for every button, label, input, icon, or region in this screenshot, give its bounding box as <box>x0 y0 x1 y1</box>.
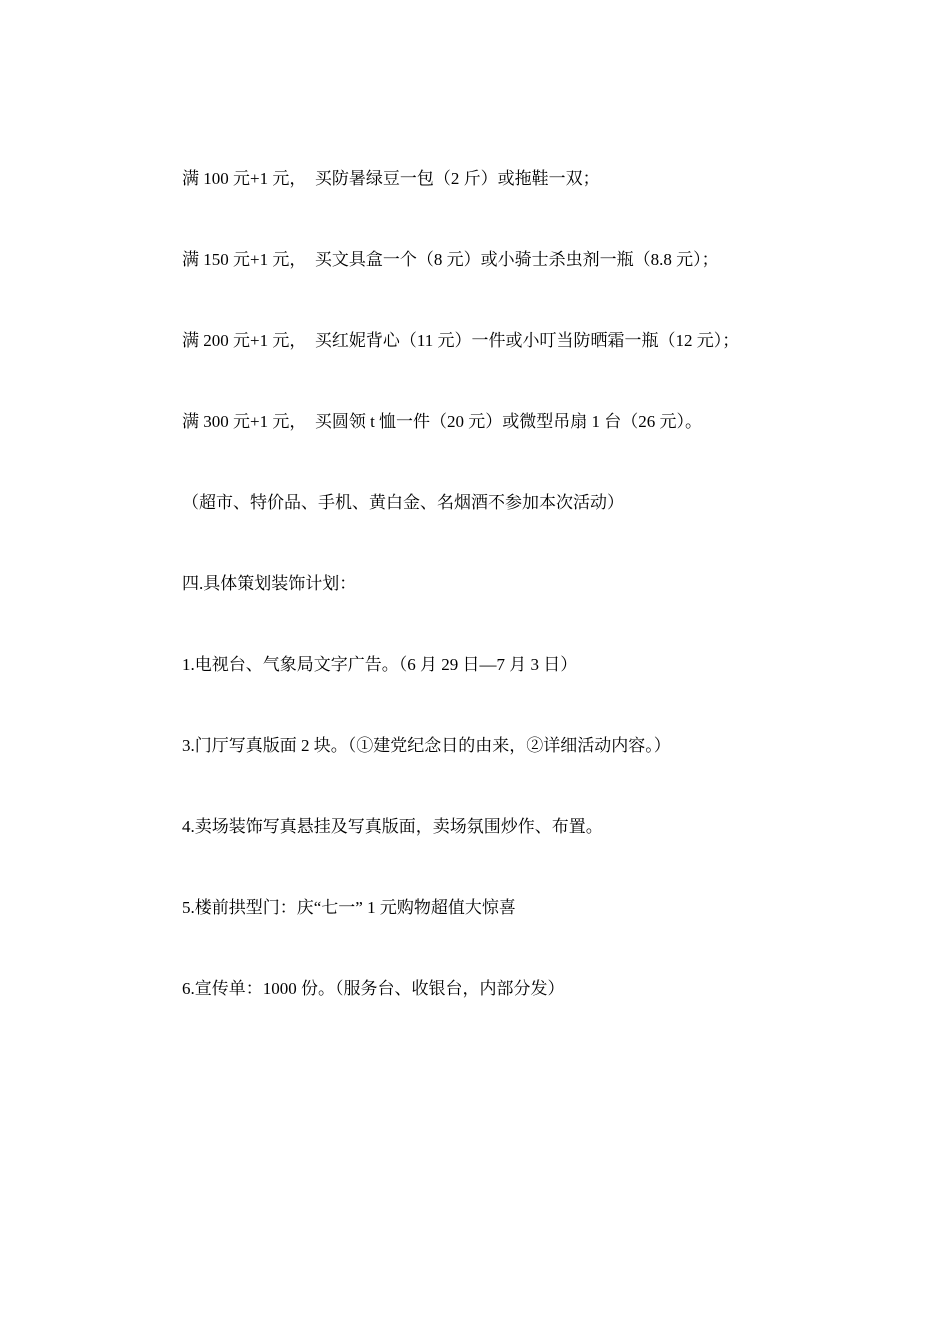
list-item-store-decoration: 4.卖场装饰写真悬挂及写真版面，卖场氛围炒作、布置。 <box>182 817 603 836</box>
paragraph-offer-150: 满 150 元+1 元， 买文具盒一个（8 元）或小骑士杀虫剂一瓶（8.8 元）； <box>182 250 719 269</box>
paragraph-offer-100: 满 100 元+1 元， 买防暑绿豆一包（2 斤）或拖鞋一双； <box>182 169 600 188</box>
list-item-arch-gate: 5.楼前拱型门：庆“七一” 1 元购物超值大惊喜 <box>182 898 516 917</box>
paragraph-offer-300: 满 300 元+1 元， 买圆领 t 恤一件（20 元）或微型吊扇 1 台（26 元）。 <box>182 412 703 431</box>
section-heading-decoration-plan: 四.具体策划装饰计划： <box>182 574 357 593</box>
list-item-tv-ads: 1.电视台、气象局文字广告。（6 月 29 日—7 月 3 日） <box>182 655 578 674</box>
paragraph-exclusions: （超市、特价品、手机、黄白金、名烟酒不参加本次活动） <box>182 493 624 512</box>
list-item-lobby-boards: 3.门厅写真版面 2 块。（①建党纪念日的由来，②详细活动内容。） <box>182 736 671 755</box>
list-item-flyers: 6.宣传单：1000 份。（服务台、收银台，内部分发） <box>182 979 565 998</box>
paragraph-offer-200: 满 200 元+1 元， 买红妮背心（11 元）一件或小叮当防晒霜一瓶（12 元）； <box>182 331 740 350</box>
